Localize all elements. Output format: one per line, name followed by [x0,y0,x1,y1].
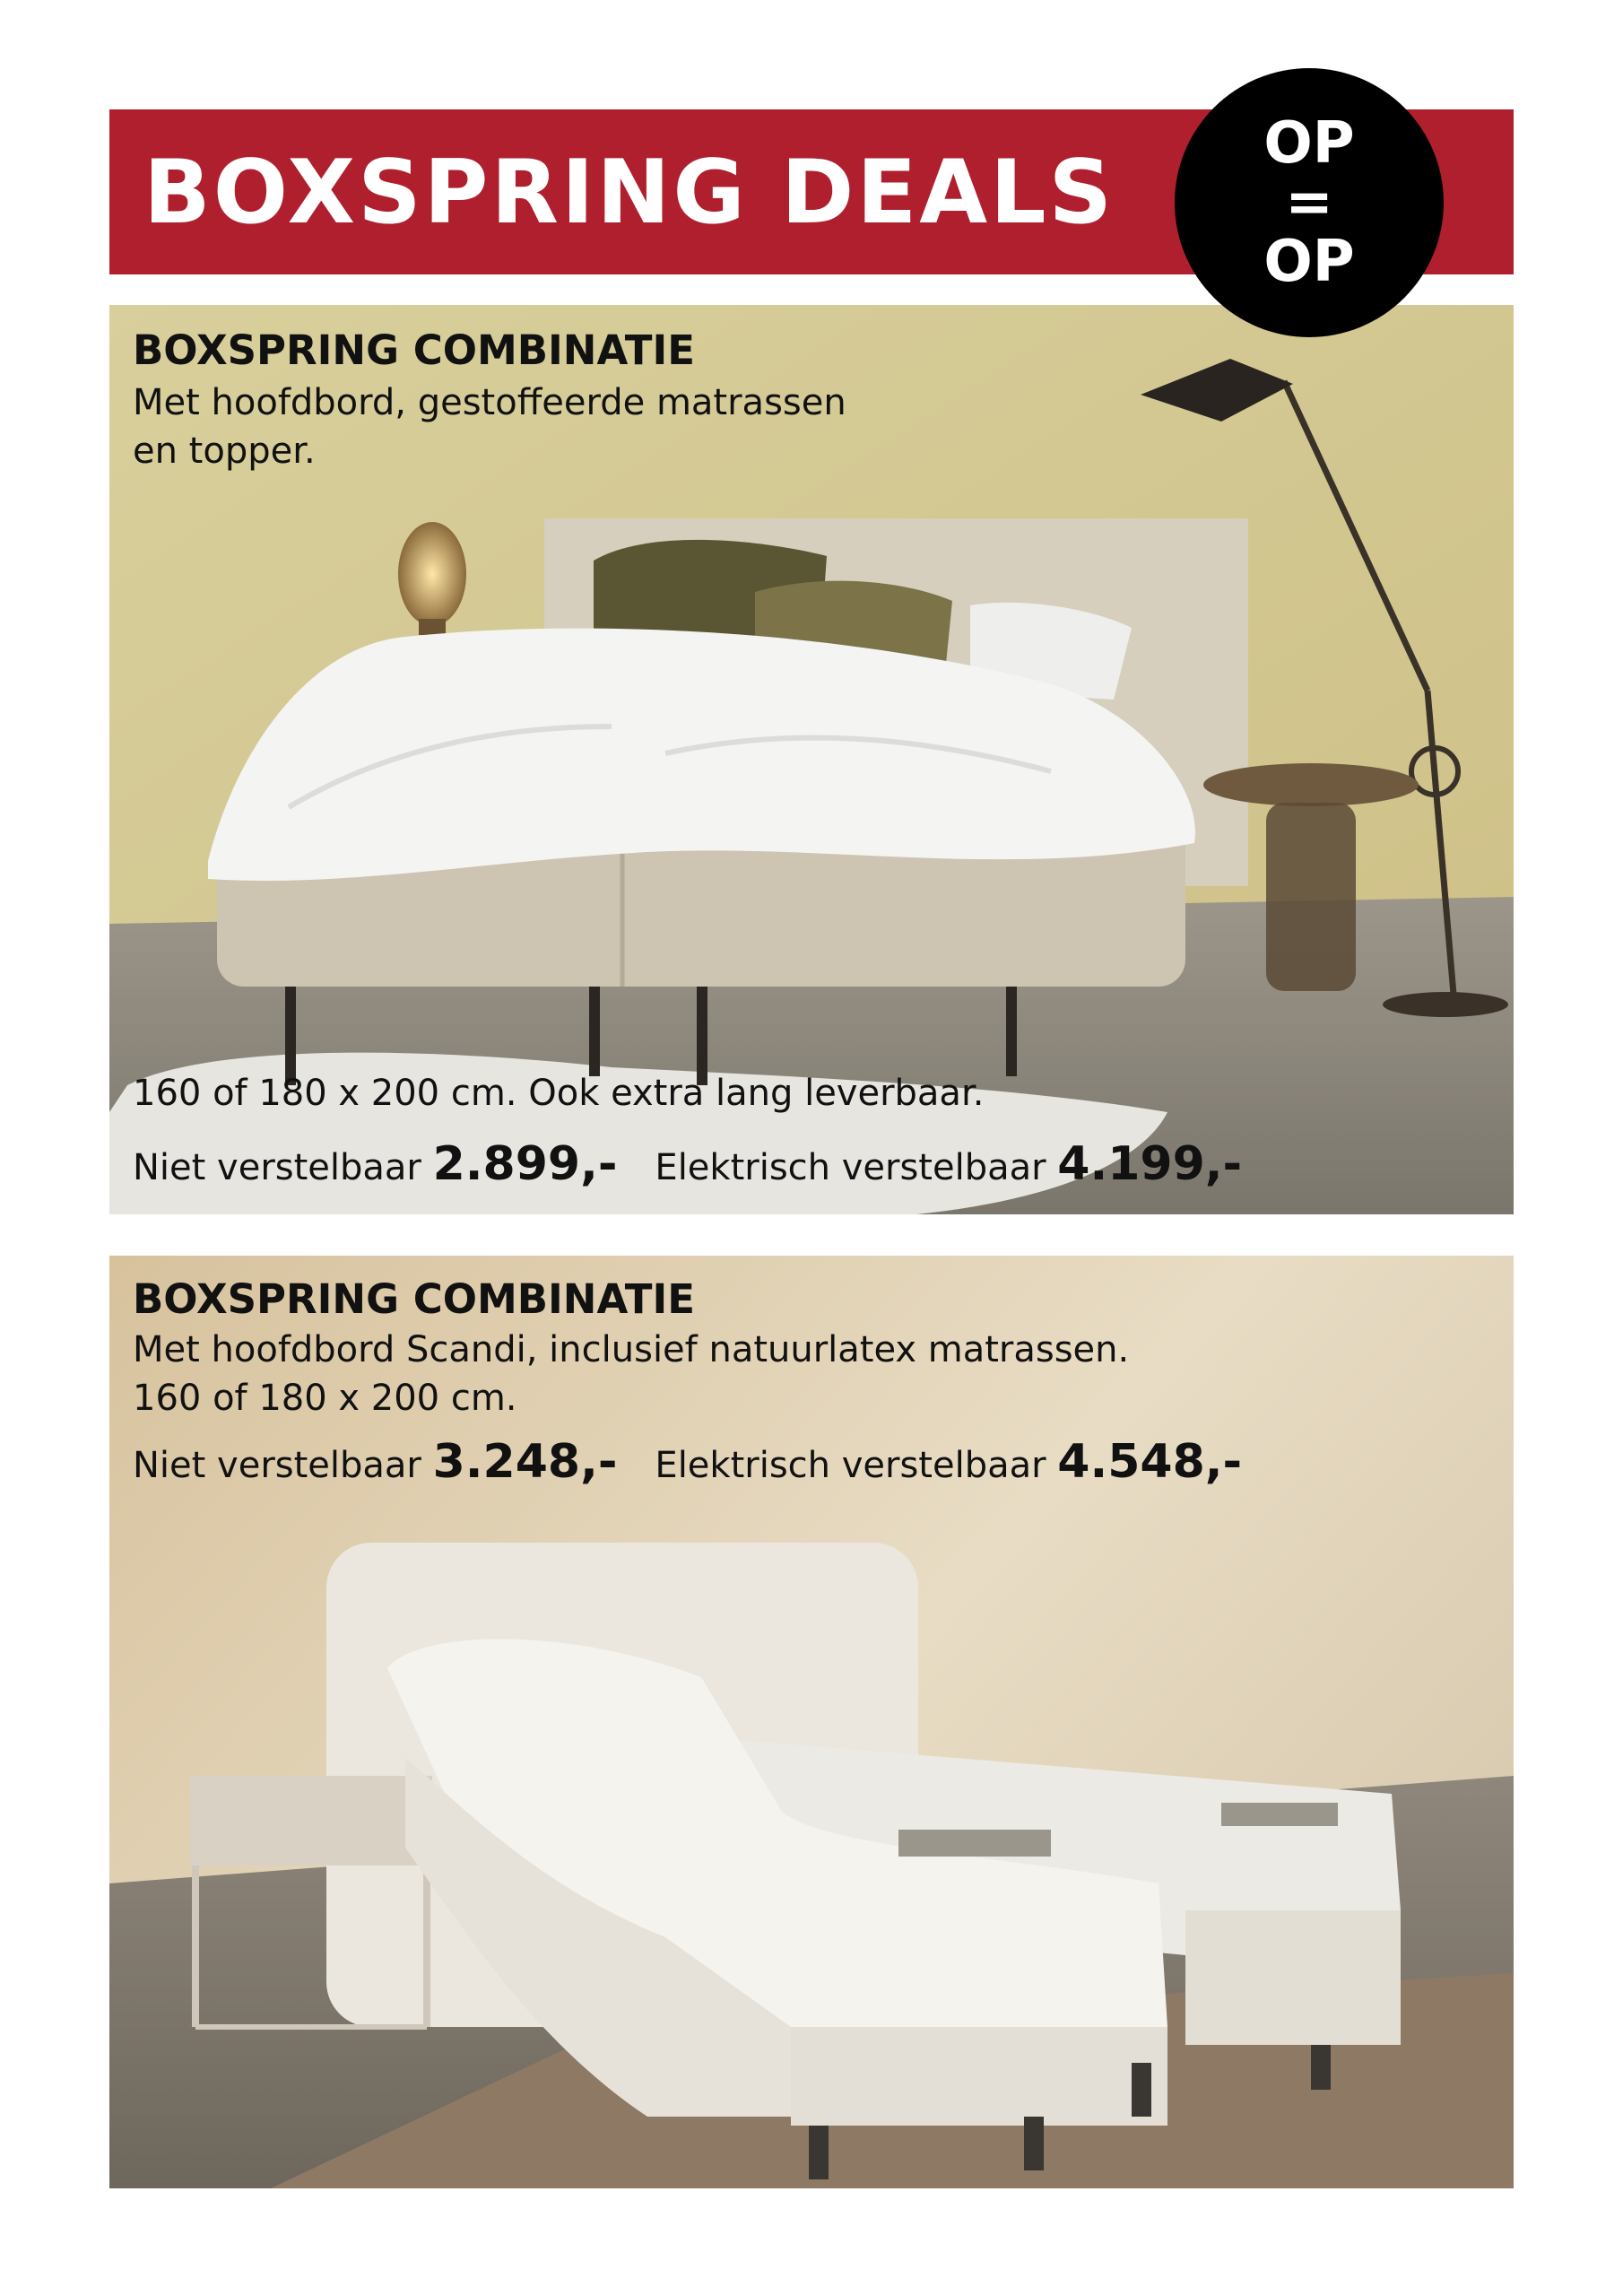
page-title: BOXSPRING DEALS [143,142,1115,244]
offer-1-electric-label: Elektrisch verstelbaar [655,1147,1046,1188]
offer-1-fixed-price: 2.899,- [432,1137,618,1191]
offer-card-2 [109,1256,1514,2188]
offer-2-electric-label: Elektrisch verstelbaar [655,1445,1046,1486]
offer-1-desc-line-1: Met hoofdbord, gestoffeerde matrassen [133,382,846,423]
offer-2-title: BOXSPRING COMBINATIE [133,1275,695,1323]
offer-2-electric-price: 4.548,- [1057,1435,1243,1489]
offer-2-fixed-price: 3.248,- [432,1435,618,1489]
badge-line-2: = [1285,170,1333,236]
offer-1-fixed-label: Niet verstelbaar [133,1147,421,1188]
offer-1-prices [133,1137,1242,1195]
badge-line-3: OP [1263,229,1355,295]
op-is-op-badge [1175,68,1444,337]
offer-2-prices [133,1435,1242,1492]
badge-line-1: OP [1263,110,1355,177]
offer-2-desc-line-1: Met hoofdbord Scandi, inclusief natuurlatex matrassen. [133,1329,1130,1370]
offer-1-electric-price: 4.199,- [1057,1137,1243,1191]
offer-1-desc-line-2: en topper. [133,430,316,472]
offer-2-fixed-label: Niet verstelbaar [133,1445,421,1486]
offer-1-size-note: 160 of 180 x 200 cm. Ook extra lang leverbaar. [133,1073,985,1114]
offer-2-desc-line-2: 160 of 180 x 200 cm. [133,1378,517,1419]
offer-card-1 [109,305,1514,1214]
offer-1-title: BOXSPRING COMBINATIE [133,326,695,374]
